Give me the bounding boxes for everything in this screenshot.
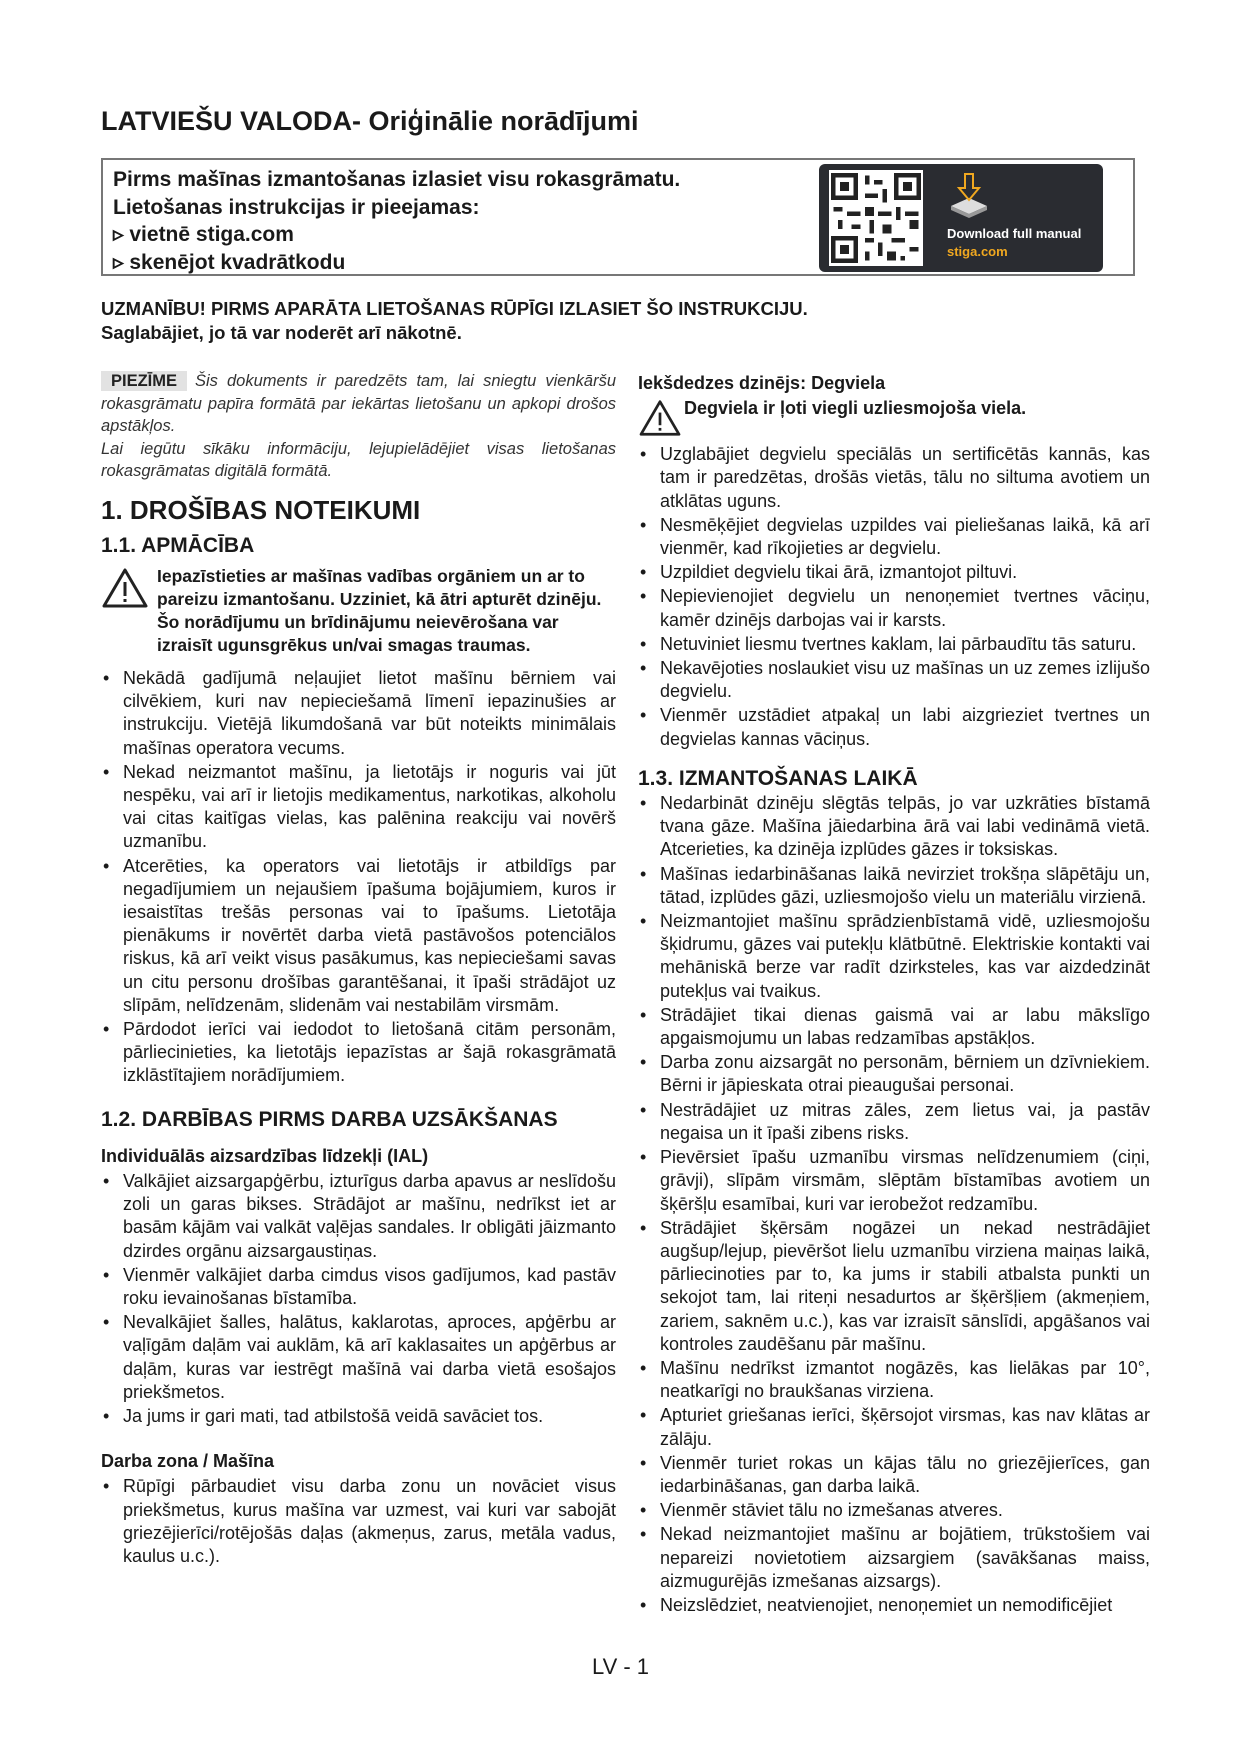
- list-item: • Nekavējoties noslaukiet visu uz mašīnas un uz zemes izlijušo degvielu.: [638, 657, 1150, 703]
- list-item: • Ja jums ir gari mati, tad atbilstošā veidā savāciet tos.: [101, 1405, 616, 1428]
- info-line: Pirms mašīnas izmantošanas izlasiet visu rokasgrāmatu.: [113, 168, 681, 191]
- note-tag: PIEZĪME: [101, 371, 187, 391]
- note-text: Šis dokuments ir paredzēts tam, lai sniegtu vienkāršu rokasgrāmatu papīra formātā par iekārtas lietošanu un apkopi drošos apstākļos.: [101, 372, 616, 435]
- qr-site: stiga.com: [947, 244, 1008, 259]
- qr-code-icon: [829, 170, 923, 266]
- list-item: • Netuviniet liesmu tvertnes kaklam, lai pārbaudītu tās saturu.: [638, 633, 1150, 656]
- list-work-area: [101, 1475, 616, 1568]
- list-item: • Strādājiet tikai dienas gaismā vai ar labu mākslīgo apgaismojumu un labas redzamības apstākļos.: [638, 1004, 1150, 1050]
- warning-line: Saglabājiet, jo tā var noderēt arī nākotnē.: [101, 322, 462, 343]
- info-link-qr: ▹ skenējot kvadrātkodu: [113, 250, 346, 274]
- list-item: • Nevalkājiet šalles, halātus, kaklarotas, aproces, apģērbu ar vaļīgām daļām vai auklām, kā arī kaklasaites un apģērbus ar daļām, kuras var iestrēgt mašīnā vai darba vietā esošajos priekšmetos.: [101, 1311, 616, 1404]
- list-item: • Uzglabājiet degvielu speciālās un sertificētās kannās, kas tam ir paredzētas, drošās vietās, tālu no siltuma avotiem un atklātas uguns.: [638, 443, 1150, 513]
- warning-triangle-icon: [638, 399, 682, 437]
- list-item: • Nekad neizmantojiet mašīnu ar bojātiem, trūkstošiem vai nepareizi novietotiem aizsargiem (savākšanas maiss, aizmugurējās izmešanas aizsargs).: [638, 1523, 1150, 1593]
- list-item: • Uzpildiet degvielu tikai ārā, izmantojot piltuvi.: [638, 561, 1150, 584]
- list-item: • Vienmēr stāviet tālu no izmešanas atveres.: [638, 1499, 1150, 1522]
- note-block: [101, 370, 616, 483]
- list-item: • Mašīnas iedarbināšanas laikā nevirziet trokšņa slāpētāju un, tātad, izplūdes gāzi, uzliesmojošo vielu un materiālu virzienā.: [638, 863, 1150, 909]
- subheading: Individuālās aizsardzības līdzekļi (IAL): [101, 1145, 429, 1166]
- warning-triangle-icon: [101, 567, 149, 609]
- note-text: Lai iegūtu sīkāku informāciju, lejupielādējiet visas lietošanas rokasgrāmatas digitālā formātā.: [101, 439, 616, 480]
- download-book-icon: [945, 172, 995, 222]
- list-item: • Nestrādājiet uz mitras zāles, zem lietus vai, ja pastāv negaisa un it īpaši zibens risks.: [638, 1099, 1150, 1145]
- list-fuel: [638, 443, 1150, 751]
- subsection-heading: 1.2. DARBĪBAS PIRMS DARBA UZSĀKŠANAS: [101, 1107, 558, 1131]
- warning-text: [101, 297, 808, 345]
- info-line: Lietošanas instrukcijas ir pieejamas:: [113, 195, 480, 219]
- caution-block: [638, 397, 1150, 437]
- subsection-heading: 1.1. APMĀCĪBA: [101, 533, 255, 557]
- list-item: • Rūpīgi pārbaudiet visu darba zonu un novāciet visus priekšmetus, kurus mašīna var uzmest, vai kuri var sabojāt griezējierīci/rotējošās daļas (akmeņus, zarus, metāla vadus, kaulus u.c.).: [101, 1475, 616, 1568]
- page-number: LV - 1: [591, 1654, 650, 1679]
- caution-text: Iepazīstieties ar mašīnas vadības orgāniem un ar to pareizu izmantošanu. Uzziniet, kā ātri apturēt dzinēju. Šo norādījumu un brīdinājumu neievērošana var izraisīt ugunsgrēkus un/vai smagas traumas.: [157, 565, 602, 655]
- qr-download-panel[interactable]: [819, 164, 1103, 272]
- list-item: • Vienmēr valkājiet darba cimdus visos gadījumos, kad pastāv roku ievainošanas bīstamība.: [101, 1264, 616, 1310]
- info-box: [101, 158, 1135, 276]
- list-item: • Strādājiet šķērsām nogāzei un nekad nestrādājiet augšup/lejup, pievēršot lielu uzmanību virziena maiņas laikā, pārliecinoties par to, ka jums ir stabili atbalsta punkti un sekojot tam, lai riteņi nesadurtos ar šķēršļiem (akmeņiem, zariem, saknēm u.c.), kas var izraisīt sānslīdi, apgāšanos vai kontroles zaudēšanu pār mašīnu.: [638, 1217, 1150, 1356]
- list-item: • Neizslēdziet, neatvienojiet, nenoņemiet un nemodificējiet: [638, 1594, 1150, 1617]
- caution-block: [101, 565, 616, 657]
- list-item: • Vienmēr turiet rokas un kājas tālu no griezējierīces, gan iedarbināšanas, gan darba laikā.: [638, 1452, 1150, 1498]
- list-item: • Apturiet griešanas ierīci, šķērsojot virsmas, kas nav klātas ar zālāju.: [638, 1404, 1150, 1450]
- caution-text: Degviela ir ļoti viegli uzliesmojoša viela.: [684, 398, 1027, 419]
- right-column: [638, 372, 1150, 1618]
- list-item: • Vienmēr uzstādiet atpakaļ un labi aizgrieziet tvertnes un degvielas kannas vāciņus.: [638, 704, 1150, 750]
- list-item: • Darba zonu aizsargāt no personām, bērniem un dzīvniekiem. Bērni ir jāpieskata otrai pieaugušai personai.: [638, 1051, 1150, 1097]
- list-item: • Neizmantojiet mašīnu sprādzienbīstamā vidē, uzliesmojošu šķidrumu, gāzes vai putekļu klātbūtnē. Elektriskie kontakti vai mehāniskā berze var radīt dzirksteles, kas var aizdedzināt putekļus vai tvaikus.: [638, 910, 1150, 1003]
- list-item: • Atcerēties, ka operators vai lietotājs ir atbildīgs par negadījumiem un nejaušiem īpašuma bojājumiem, kuros ir iesaistītas trešās personas vai to īpašums. Lietotāja pienākums ir novērtēt darba vietā pastāvošos potenciālos riskus, kā arī veikt visus pasākumus, kas nepieciešami savas un citu personu drošības garantēšanai, it īpaši strādājot uz slīpām, nelīdzenām, slidenām vai nestabilām virsmām.: [101, 855, 616, 1017]
- left-column: [101, 370, 616, 1569]
- list-item: • Pārdodot ierīci vai iedodot to lietošanā citām personām, pārliecinieties, ka lietotājs iepazīstas ar šajā rokasgrāmatā izklāstītajiem norādījumiem.: [101, 1018, 616, 1088]
- subheading: Iekšdedzes dzinējs: Degviela: [638, 373, 886, 393]
- list-item: • Valkājiet aizsargapģērbu, izturīgus darba apavus ar neslīdošu zoli un garas bikses. Strādājot ar mašīnu, nedrīkst iet ar basām kājām vai valkāt vaļējas sandales. Ir obligāti jāizmanto dzirdes orgānu aizsargaustiņas.: [101, 1170, 616, 1263]
- list-during-use: [638, 792, 1150, 1617]
- warning-line: UZMANĪBU! PIRMS APARĀTA LIETOŠANAS RŪPĪGI IZLASIET ŠO INSTRUKCIJU.: [101, 298, 808, 319]
- list-ppe: [101, 1170, 616, 1428]
- list-s11: [101, 667, 616, 1088]
- subsection-heading: 1.3. IZMANTOŠANAS LAIKĀ: [638, 766, 918, 790]
- list-item: • Nepievienojiet degvielu un nenoņemiet tvertnes vāciņu, kamēr dzinējs darbojas vai ir karsts.: [638, 585, 1150, 631]
- info-link-website: ▹ vietnē stiga.com: [113, 223, 294, 246]
- page-title: LATVIEŠU VALODA- Oriģinālie norādījumi: [101, 106, 639, 136]
- list-item: • Nesmēķējiet degvielas uzpildes vai pieliešanas laikā, kā arī vienmēr, kad rīkojieties ar degvielu.: [638, 514, 1150, 560]
- list-item: • Pievērsiet īpašu uzmanību virsmas nelīdzenumiem (ciņi, grāvji), slīpām virsmām, slēptām bīstamības avotiem un šķēršļu esamībai, kuri var ierobežot redzamību.: [638, 1146, 1150, 1216]
- list-item: • Mašīnu nedrīkst izmantot nogāzēs, kas lielākas par 10°, neatkarīgi no braukšanas virziena.: [638, 1357, 1150, 1403]
- section-heading: 1. DROŠĪBAS NOTEIKUMI: [101, 494, 421, 525]
- list-item: • Nekad neizmantot mašīnu, ja lietotājs ir noguris vai jūt nespēku, vai arī ir lietojis medikamentus, narkotikas, alkoholu vai citas kaitīgas vielas, kas palēnina reakciju vai novērš uzmanību.: [101, 761, 616, 854]
- list-item: • Nedarbināt dzinēju slēgtās telpās, jo var uzkrāties bīstamā tvana gāze. Mašīna jāiedarbina ārā vai labi vedināmā vietā. Atcerieties, ka dzinēja izplūdes gāzes ir toksiskas.: [638, 792, 1150, 862]
- list-item: • Nekādā gadījumā neļaujiet lietot mašīnu bērniem vai cilvēkiem, kuri nav nepieciešamā līmenī iepazinušies ar instrukciju. Vietējā likumdošanā var būt noteikts minimālais mašīnas operatora vecums.: [101, 667, 616, 760]
- qr-label: Download full manual: [947, 226, 1082, 241]
- subheading: Darba zona / Mašīna: [101, 1451, 275, 1472]
